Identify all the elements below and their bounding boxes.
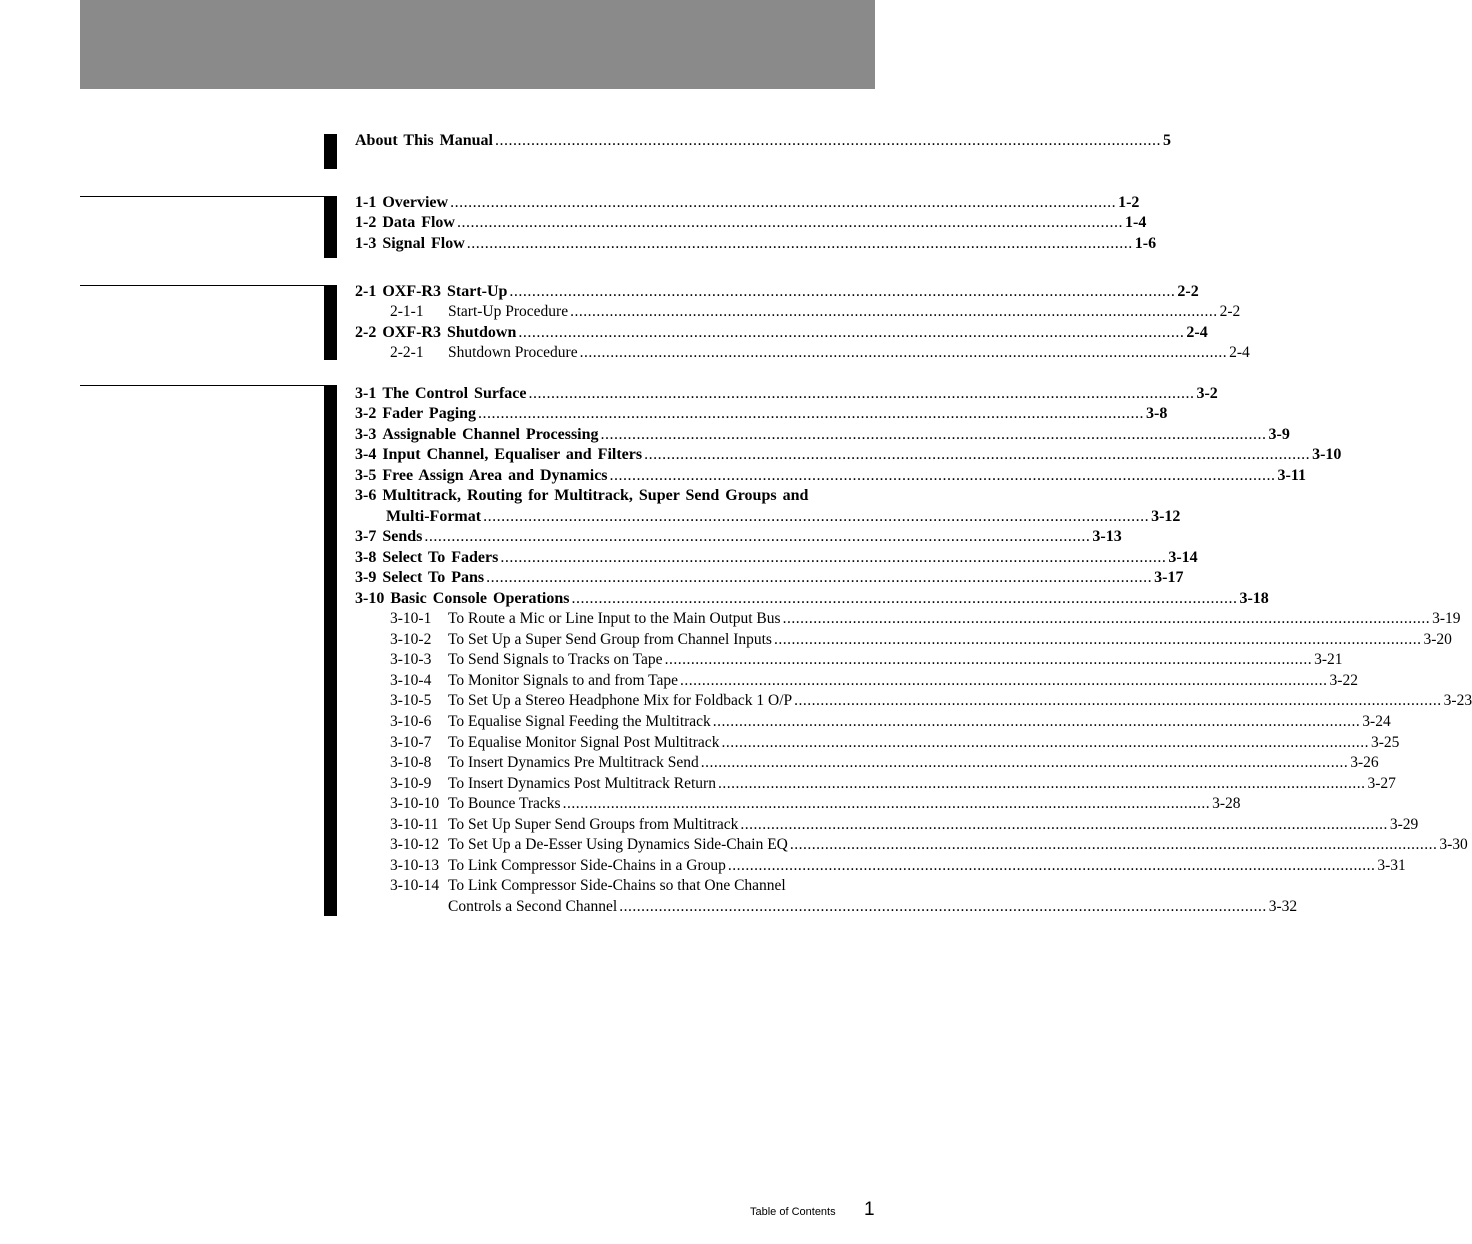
toc-page: 2-2 [1177,283,1199,300]
toc-number: 3-2 [355,405,377,422]
toc-entry-3-10-9[interactable]: 3-10-9 To Insert Dynamics Post Multitrack Return .................................................................................................................................................... 3-27 [390,775,1396,792]
toc-entry-3-5[interactable]: 3-5 Free Assign Area and Dynamics .................................................................................................................................................... 3-11 [355,467,1306,484]
toc-title: Start-Up Procedure [448,303,569,320]
toc-entry-3-10-12[interactable]: 3-10-12 To Set Up a De-Esser Using Dynamics Side-Chain EQ .................................................................................................................................................... 3-30 [390,836,1468,853]
toc-page: 1-2 [1118,194,1140,211]
toc-page: 3-14 [1168,549,1198,566]
toc-title: Data Flow [382,214,455,231]
toc-title: To Set Up a De-Esser Using Dynamics Side-Chain EQ [448,836,788,853]
toc-entry-1-3[interactable]: 1-3 Signal Flow .................................................................................................................................................... 1-6 [355,235,1157,252]
toc-page: 2-2 [1219,303,1241,320]
toc-entry-3-10-11[interactable]: 3-10-11 To Set Up Super Send Groups from Multitrack .................................................................................................................................................... 3-29 [390,816,1419,833]
toc-entry-3-10-8[interactable]: 3-10-8 To Insert Dynamics Pre Multitrack Send .................................................................................................................................................... 3-26 [390,754,1379,771]
toc-entry-3-10-3[interactable]: 3-10-3 To Send Signals to Tracks on Tape .................................................................................................................................................... 3-21 [390,651,1343,668]
toc-entry-3-8[interactable]: 3-8 Select To Faders .................................................................................................................................................... 3-14 [355,549,1198,566]
toc-number: 3-7 [355,528,377,545]
toc-number: 2-2-1 [390,344,424,361]
toc-page: 3-20 [1423,631,1452,648]
toc-page: 3-8 [1146,405,1168,422]
section-bar-1 [324,196,337,258]
toc-page: 3-22 [1329,672,1358,689]
toc-entry-3-7[interactable]: 3-7 Sends .................................................................................................................................................... 3-13 [355,528,1122,545]
toc-entry-2-1-1[interactable]: 2-1-1 Start-Up Procedure .................................................................................................................................................... 2-2 [390,303,1241,320]
toc-page: 2-4 [1186,324,1208,341]
toc-page: 3-2 [1196,385,1218,402]
toc-page: 3-29 [1389,816,1419,833]
toc-number: 3-10-6 [390,713,432,730]
toc-page: 3-27 [1367,775,1396,792]
toc-number: 3-10-3 [390,651,432,668]
toc-title: Assignable Channel Processing [382,426,599,443]
toc-title-continued: Controls a Second Channel [448,898,618,915]
toc-number: 3-5 [355,467,377,484]
toc-page: 3-13 [1092,528,1122,545]
toc-entry-about[interactable]: About This Manual .................................................................................................................................................... 5 [355,132,1171,149]
toc-title: To Route a Mic or Line Input to the Main Output Bus [448,610,781,627]
toc-entry-3-4[interactable]: 3-4 Input Channel, Equaliser and Filters .................................................................................................................................................... 3-10 [355,446,1342,463]
toc-entry-3-10-10[interactable]: 3-10-10 To Bounce Tracks .................................................................................................................................................... 3-28 [390,795,1241,812]
toc-entry-3-10-1[interactable]: 3-10-1 To Route a Mic or Line Input to the Main Output Bus .................................................................................................................................................... 3-19 [390,610,1461,627]
section-bar-intro [324,134,337,169]
toc-number: 3-10-1 [390,610,432,627]
toc-number: 3-1 [355,385,377,402]
toc-page: 3-28 [1212,795,1241,812]
toc-page: 3-10 [1312,446,1342,463]
toc-entry-3-1[interactable]: 3-1 The Control Surface .................................................................................................................................................... 3-2 [355,385,1218,402]
toc-entry-3-6-continued[interactable]: Multi-Format .................................................................................................................................................... 3-12 [386,508,1181,525]
toc-title: To Set Up Super Send Groups from Multitrack [448,816,739,833]
toc-number: 3-10-13 [390,857,440,874]
toc-title: To Link Compressor Side-Chains in a Group [448,857,726,874]
toc-entry-2-2-1[interactable]: 2-2-1 Shutdown Procedure .................................................................................................................................................... 2-4 [390,344,1250,361]
toc-number: 3-3 [355,426,377,443]
toc-number: 3-6 [355,487,377,504]
toc-number: 1-1 [355,194,377,211]
toc-title: Fader Paging [382,405,477,422]
toc-title: Basic Console Operations [390,590,570,607]
toc-page: 3-21 [1314,651,1343,668]
toc-entry-3-9[interactable]: 3-9 Select To Pans .................................................................................................................................................... 3-17 [355,569,1184,586]
toc-entry-3-10-14[interactable] [390,876,875,896]
toc-page: 3-25 [1370,734,1400,751]
toc-page: 3-26 [1350,754,1379,771]
toc-entry-3-3[interactable]: 3-3 Assignable Channel Processing .................................................................................................................................................... 3-9 [355,426,1290,443]
toc-number: 3-8 [355,549,377,566]
toc-number: 3-10-9 [390,775,432,792]
toc-title: Signal Flow [382,235,465,252]
toc-title: OXF-R3 Start-Up [382,283,508,300]
toc-number: 2-2 [355,324,377,341]
toc-page: 1-4 [1124,214,1147,231]
toc-number: 3-10-14 [390,877,440,894]
toc-entry-3-10-7[interactable]: 3-10-7 To Equalise Monitor Signal Post Multitrack .................................................................................................................................................... 3-25 [390,734,1400,751]
toc-entry-3-10-13[interactable]: 3-10-13 To Link Compressor Side-Chains in a Group .................................................................................................................................................... 3-31 [390,857,1406,874]
footer-label: Table of Contents [750,1206,836,1218]
toc-number: 3-10-5 [390,692,432,709]
toc-number: 3-10-11 [390,816,439,833]
toc-page: 2-4 [1229,344,1250,361]
toc-number: 3-10-4 [390,672,432,689]
section-rule-1 [80,196,326,197]
toc-entry-1-2[interactable]: 1-2 Data Flow .................................................................................................................................................... 1-4 [355,214,1147,231]
toc-entry-3-10[interactable]: 3-10 Basic Console Operations .................................................................................................................................................... 3-18 [355,590,1269,607]
toc-title: Multitrack, Routing for Multitrack, Super Send Groups and [382,487,809,504]
toc-entry-2-2[interactable]: 2-2 OXF-R3 Shutdown .................................................................................................................................................... 2-4 [355,324,1208,341]
toc-number: 1-2 [355,214,377,231]
toc-entry-3-10-6[interactable]: 3-10-6 To Equalise Signal Feeding the Multitrack .................................................................................................................................................... 3-24 [390,713,1391,730]
toc-title: To Insert Dynamics Pre Multitrack Send [448,754,699,771]
toc-page: 3-30 [1439,836,1468,853]
toc-title: To Insert Dynamics Post Multitrack Return [448,775,716,792]
toc-number: 3-4 [355,446,377,463]
toc-page: 3-17 [1154,569,1184,586]
toc-page: 3-19 [1432,610,1461,627]
toc-title: To Monitor Signals to and from Tape [448,672,679,689]
toc-title: To Set Up a Super Send Group from Channel Inputs [448,631,772,648]
section-rule-2 [80,285,326,286]
footer-page-number: 1 [864,1199,875,1220]
toc-page: 3-31 [1377,857,1406,874]
header-band [80,0,875,89]
toc-title: To Bounce Tracks [448,795,561,812]
toc-page: 3-24 [1362,713,1391,730]
toc-entry-3-2[interactable]: 3-2 Fader Paging .................................................................................................................................................... 3-8 [355,405,1168,422]
toc-title: To Set Up a Stereo Headphone Mix for Foldback 1 O/P [448,692,793,709]
toc-number: 3-10-2 [390,631,432,648]
toc-title: To Equalise Monitor Signal Post Multitrack [448,734,720,751]
toc-number: 3-10-8 [390,754,432,771]
toc-page: 3-23 [1443,692,1472,709]
toc-page: 3-12 [1151,508,1181,525]
toc-title: Select To Faders [382,549,499,566]
toc-entry-1-1[interactable]: 1-1 Overview .................................................................................................................................................... 1-2 [355,194,1140,211]
toc-title: About This Manual [355,132,493,149]
toc-page: 3-11 [1277,467,1306,484]
toc-title: Free Assign Area and Dynamics [382,467,608,484]
toc-number: 2-1-1 [390,303,424,320]
toc-number: 2-1 [355,283,377,300]
toc-page: 1-6 [1134,235,1157,252]
toc-page: 5 [1162,132,1171,149]
toc-number: 3-10-7 [390,734,432,751]
toc-entry-3-6[interactable] [355,486,875,506]
toc-number: 3-10 [355,590,385,607]
toc-entry-3-10-2[interactable]: 3-10-2 To Set Up a Super Send Group from Channel Inputs .................................................................................................................................................... 3-20 [390,631,1452,648]
toc-title: The Control Surface [382,385,527,402]
toc-title: To Link Compressor Side-Chains so that One Channel [448,877,786,894]
toc-page: 3-9 [1268,426,1290,443]
toc-title: OXF-R3 Shutdown [382,324,517,341]
toc-title: Shutdown Procedure [448,344,578,361]
toc-number: 3-10-10 [390,795,440,812]
section-rule-3 [80,385,326,386]
toc-title: To Equalise Signal Feeding the Multitrack [448,713,711,730]
toc-page: 3-18 [1239,590,1269,607]
toc-entry-2-1[interactable]: 2-1 OXF-R3 Start-Up .................................................................................................................................................... 2-2 [355,283,1199,300]
toc-title: Sends [382,528,423,545]
toc-entry-3-10-4[interactable]: 3-10-4 To Monitor Signals to and from Tape .................................................................................................................................................... 3-22 [390,672,1358,689]
toc-page: 3-32 [1268,898,1298,915]
toc-number: 3-10-12 [390,836,440,853]
section-bar-2 [324,285,337,360]
section-bar-3 [324,385,337,916]
toc-entry-3-10-14-continued[interactable]: Controls a Second Channel .................................................................................................................................................... 3-32 [448,898,1298,915]
toc-number: 1-3 [355,235,377,252]
toc-title: Input Channel, Equaliser and Filters [382,446,643,463]
toc-title-continued: Multi-Format [386,508,482,525]
toc-number: 3-9 [355,569,377,586]
toc-entry-3-10-5[interactable]: 3-10-5 To Set Up a Stereo Headphone Mix for Foldback 1 O/P .................................................................................................................................................... 3-23 [390,692,1472,709]
toc-title: Select To Pans [382,569,485,586]
toc-title: Overview [382,194,449,211]
toc-title: To Send Signals to Tracks on Tape [448,651,663,668]
